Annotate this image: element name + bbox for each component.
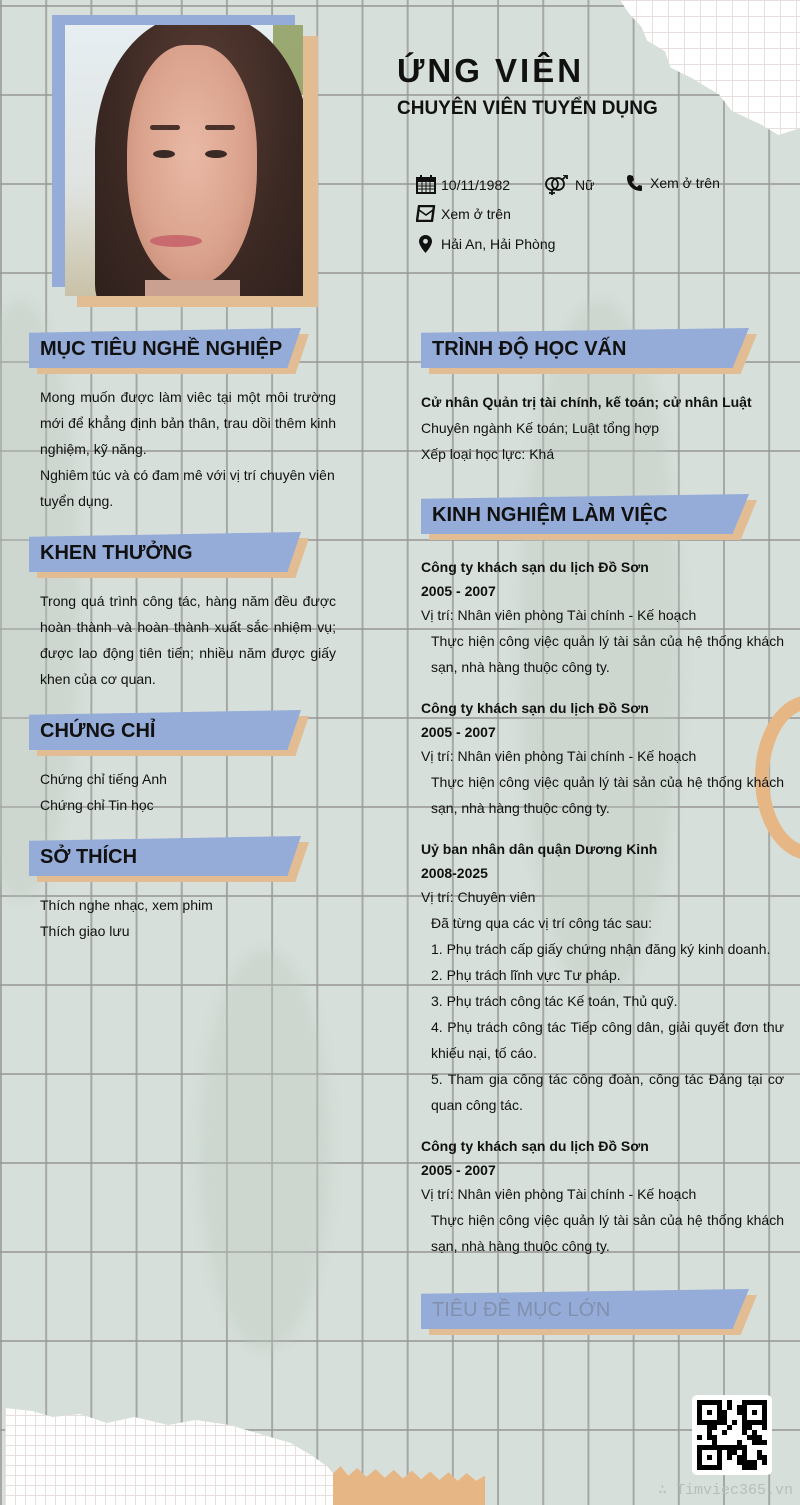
section-heading-hobbies xyxy=(29,836,301,882)
experience-description xyxy=(421,910,784,1118)
experience-position: Vị trí: Nhân viên phòng Tài chính - Kế hoạch xyxy=(421,1186,697,1202)
email-value: Xem ở trên xyxy=(441,205,511,222)
certificate-item: Chứng chỉ tiếng Anh xyxy=(40,771,167,787)
contact-gender xyxy=(544,175,594,195)
candidate-name: ỨNG VIÊN xyxy=(397,52,585,89)
phone-icon xyxy=(627,175,642,191)
section-heading-experience xyxy=(421,494,749,540)
avatar-frame xyxy=(52,15,318,307)
description-line: 2. Phụ trách lĩnh vực Tư pháp. xyxy=(431,967,621,983)
objective-line: Mong muốn được làm viêc tại một môi trường mới để khẳng định bản thân, trau dồi thêm kinh nghiệm, kỹ năng. xyxy=(40,389,336,457)
certificates-list xyxy=(40,766,336,818)
background-texture xyxy=(200,950,330,1350)
experience-company: Công ty khách sạn du lịch Đồ Sơn xyxy=(421,700,649,716)
section-title: TIÊU ĐỀ MỤC LỚN xyxy=(432,1299,611,1321)
education-block xyxy=(421,389,784,467)
experience-item xyxy=(421,555,784,680)
gender-icon xyxy=(544,175,570,195)
contact-birthday xyxy=(416,175,510,194)
section-heading-objective xyxy=(29,328,301,374)
section-heading-education xyxy=(421,328,749,374)
description-line: 3. Phụ trách công tác Kế toán, Thủ quỹ. xyxy=(431,993,678,1009)
experience-description: Thực hiện công việc quản lý tài sản của hệ thống khách sạn, nhà hàng thuộc công ty. xyxy=(431,1212,784,1254)
experience-position: Vị trí: Chuyên viên xyxy=(421,889,536,905)
calendar-icon xyxy=(416,175,436,194)
experience-position: Vị trí: Nhân viên phòng Tài chính - Kế hoạch xyxy=(421,748,697,764)
job-title: CHUYÊN VIÊN TUYỂN DỤNG xyxy=(397,98,658,119)
hobbies-list xyxy=(40,892,336,944)
description-line: 1. Phụ trách cấp giấy chứng nhận đăng ký kinh doanh. xyxy=(431,941,771,957)
contact-email xyxy=(416,205,511,222)
certificate-item: Chứng chỉ Tin học xyxy=(40,797,154,813)
qr-code-pattern xyxy=(697,1400,767,1470)
address-value: Hải An, Hải Phòng xyxy=(441,236,556,252)
contact-address xyxy=(419,235,555,253)
gender-value: Nữ xyxy=(575,177,595,193)
section-title: MỤC TIÊU NGHỀ NGHIỆP xyxy=(40,338,283,360)
description-line: 4. Phụ trách công tác Tiếp công dân, giải quyết đơn thư khiếu nại, tố cáo. xyxy=(431,1019,784,1061)
education-degree: Cử nhân Quản trị tài chính, kế toán; cử nhân Luật xyxy=(421,394,752,410)
section-title: KINH NGHIỆM LÀM VIỆC xyxy=(432,504,668,526)
experience-item xyxy=(421,696,784,821)
avatar[interactable] xyxy=(65,25,303,296)
hobby-item: Thích nghe nhạc, xem phim xyxy=(40,897,213,913)
experience-period: 2008-2025 xyxy=(421,865,488,881)
experience-description: Thực hiện công việc quản lý tài sản của hệ thống khách sạn, nhà hàng thuộc công ty. xyxy=(431,633,784,675)
objective-text xyxy=(40,384,336,514)
experience-period: 2005 - 2007 xyxy=(421,1162,496,1178)
experience-company: Công ty khách sạn du lịch Đồ Sơn xyxy=(421,1138,649,1154)
experience-company: Uỷ ban nhân dân quận Dương Kinh xyxy=(421,841,658,857)
description-line: Đã từng qua các vị trí công tác sau: xyxy=(431,915,653,931)
section-title: KHEN THƯỞNG xyxy=(40,542,193,564)
experience-item xyxy=(421,1134,784,1259)
section-title: TRÌNH ĐỘ HỌC VẤN xyxy=(432,338,627,360)
location-pin-icon xyxy=(419,235,432,253)
section-title: CHỨNG CHỈ xyxy=(40,720,156,742)
section-heading-placeholder[interactable] xyxy=(421,1289,749,1335)
hobby-item: Thích giao lưu xyxy=(40,923,130,939)
education-grade: Xếp loại học lực: Khá xyxy=(421,446,555,462)
email-icon xyxy=(416,205,436,222)
experience-description: Thực hiện công việc quản lý tài sản của hệ thống khách sạn, nhà hàng thuộc công ty. xyxy=(431,774,784,816)
watermark: ∴ Timviec365.vn xyxy=(658,1482,794,1499)
education-major: Chuyên ngành Kế toán; Luật tổng hợp xyxy=(421,420,660,436)
description-line: 5. Tham gia công tác công đoàn, công tác Đảng tại cơ quan công tác. xyxy=(431,1071,784,1113)
experience-company: Công ty khách sạn du lịch Đồ Sơn xyxy=(421,559,649,575)
birthday-value: 10/11/1982 xyxy=(441,176,511,193)
torn-paper-decoration xyxy=(5,1405,345,1505)
zigzag-decoration xyxy=(333,1466,485,1505)
section-title: SỞ THÍCH xyxy=(40,846,138,868)
objective-line: Nghiêm túc và có đam mê với vị trí chuyên viên tuyển dụng. xyxy=(40,467,335,509)
qr-code[interactable] xyxy=(692,1395,772,1475)
experience-period: 2005 - 2007 xyxy=(421,583,496,599)
awards-text: Trong quá trình công tác, hàng năm đều được hoàn thành và hoàn thành xuất sắc nhiệm vụ; được lao động tiên tiến; nhiều năm được giấy khen của cơ quan. xyxy=(40,593,336,687)
phone-value: Xem ở trên xyxy=(650,175,720,191)
contact-phone xyxy=(627,175,720,191)
section-heading-certificates xyxy=(29,710,301,756)
experience-period: 2005 - 2007 xyxy=(421,724,496,740)
section-heading-awards xyxy=(29,532,301,578)
experience-item xyxy=(421,837,784,1118)
experience-position: Vị trí: Nhân viên phòng Tài chính - Kế hoạch xyxy=(421,607,697,623)
